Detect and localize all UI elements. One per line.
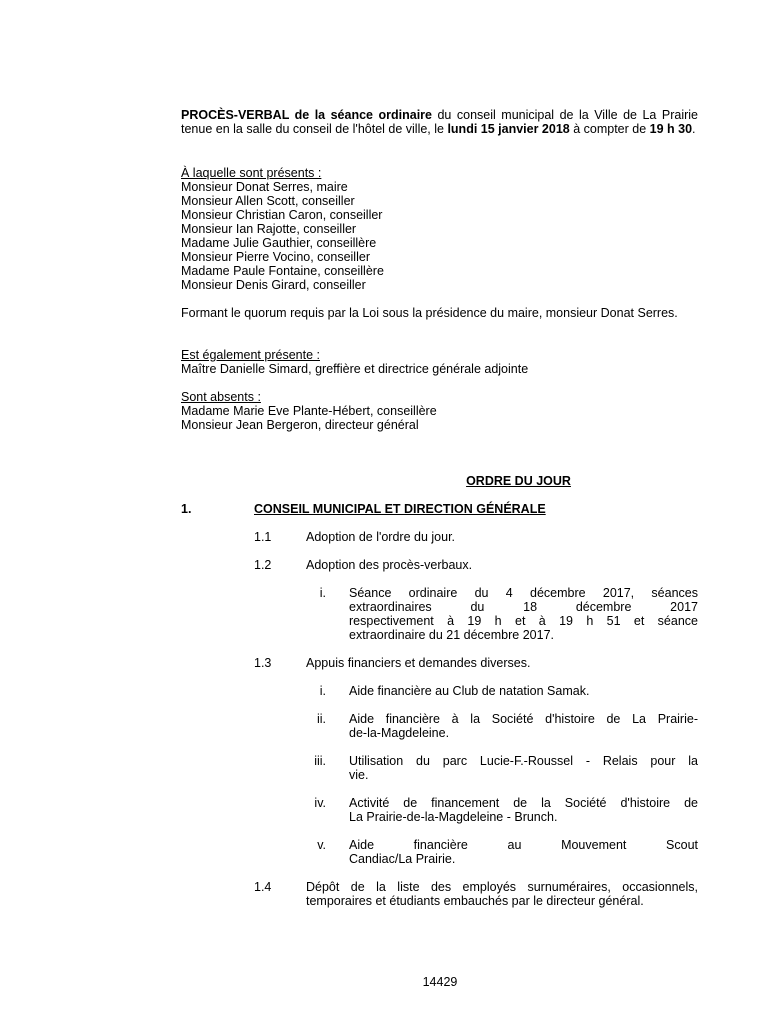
- sub-item-text: [349, 712, 698, 740]
- intro-mid: à compter de: [569, 122, 650, 136]
- sub-item-line: vie.: [349, 768, 369, 782]
- sub-item-line: Candiac/La Prairie.: [349, 852, 456, 866]
- sub-item-line: Aide financière à la Société d'histoire de La Prairie-: [349, 712, 698, 726]
- present-section: [181, 166, 698, 292]
- absent-member: Madame Marie Eve Plante-Hébert, conseillère: [181, 404, 437, 418]
- sub-item-line: Aide financière au Club de natation Samak.: [349, 684, 590, 698]
- intro-end: .: [692, 122, 696, 136]
- absent-heading: Sont absents :: [181, 390, 261, 404]
- present-member: Madame Paule Fontaine, conseillère: [181, 264, 384, 278]
- present-member: Monsieur Christian Caron, conseiller: [181, 208, 383, 222]
- agenda-item-text: Adoption des procès-verbaux.: [306, 558, 473, 572]
- sub-item-number: i.: [319, 684, 326, 698]
- also-present-section: [181, 348, 698, 376]
- present-member: Monsieur Denis Girard, conseiller: [181, 278, 366, 292]
- agenda-item-number: 1.3: [254, 656, 272, 670]
- absent-section: [181, 390, 698, 432]
- meeting-date: lundi 15 janvier 2018: [447, 122, 570, 136]
- section-number: 1.: [181, 502, 192, 516]
- sub-item-number: ii.: [316, 712, 326, 726]
- agenda-item-number: 1.1: [254, 530, 272, 544]
- also-present-person: Maître Danielle Simard, greffière et directrice générale adjointe: [181, 362, 529, 376]
- agenda-heading: ORDRE DU JOUR: [466, 474, 571, 488]
- sub-item-line: Utilisation du parc Lucie-F.-Roussel - Relais pour la: [349, 754, 698, 768]
- quorum-paragraph: Formant le quorum requis par la Loi sous la présidence du maire, monsieur Donat Serres.: [181, 306, 678, 320]
- agenda-item-number: 1.4: [254, 880, 272, 894]
- sub-item-number: v.: [317, 838, 326, 852]
- present-member: Monsieur Pierre Vocino, conseiller: [181, 250, 370, 264]
- sub-item-text: [349, 684, 698, 698]
- sub-item-line: extraordinaires du 18 décembre 2017: [349, 600, 698, 614]
- agenda-item-text: Adoption de l'ordre du jour.: [306, 530, 456, 544]
- sub-item-line: respectivement à 19 h et à 19 h 51 et séance: [349, 614, 698, 628]
- sub-item-line: Activité de financement de la Société d'histoire de: [349, 796, 698, 810]
- present-member: Monsieur Ian Rajotte, conseiller: [181, 222, 357, 236]
- sub-item-line: La Prairie-de-la-Magdeleine - Brunch.: [349, 810, 558, 824]
- present-member: Madame Julie Gauthier, conseillère: [181, 236, 377, 250]
- agenda-item-text: Appuis financiers et demandes diverses.: [306, 656, 531, 670]
- title-rest: du conseil municipal de la Ville de La Prairie tenue en la salle du conseil de l'hôtel de ville, le: [181, 108, 698, 136]
- sub-item-number: iii.: [314, 754, 326, 768]
- title-bold: PROCÈS-VERBAL de la séance ordinaire: [181, 108, 432, 122]
- sub-item-text: [349, 586, 698, 642]
- sub-item-text: [349, 754, 698, 782]
- present-member: Monsieur Donat Serres, maire: [181, 180, 348, 194]
- present-member: Monsieur Allen Scott, conseiller: [181, 194, 355, 208]
- present-heading: À laquelle sont présents :: [181, 166, 322, 180]
- meeting-time: 19 h 30: [649, 122, 693, 136]
- intro-paragraph: [181, 108, 698, 136]
- also-present-heading: Est également présente :: [181, 348, 320, 362]
- agenda-item-number: 1.2: [254, 558, 272, 572]
- page-number: 14429: [422, 975, 458, 989]
- sub-item-number: iv.: [314, 796, 326, 810]
- sub-item-line: extraordinaire du 21 décembre 2017.: [349, 628, 554, 642]
- sub-item-text: [349, 796, 698, 824]
- absent-member: Monsieur Jean Bergeron, directeur général: [181, 418, 419, 432]
- sub-item-line: Aide financière au Mouvement Scout: [349, 838, 698, 852]
- section-title: CONSEIL MUNICIPAL ET DIRECTION GÉNÉRALE: [254, 502, 546, 516]
- agenda-item-text: Dépôt de la liste des employés surnuméraires, occasionnels, temporaires et étudiants embauchés par le directeur général.: [306, 880, 698, 908]
- sub-item-line: de-la-Magdeleine.: [349, 726, 450, 740]
- sub-item-number: i.: [319, 586, 326, 600]
- sub-item-text: [349, 838, 698, 866]
- sub-item-line: Séance ordinaire du 4 décembre 2017, séances: [349, 586, 698, 600]
